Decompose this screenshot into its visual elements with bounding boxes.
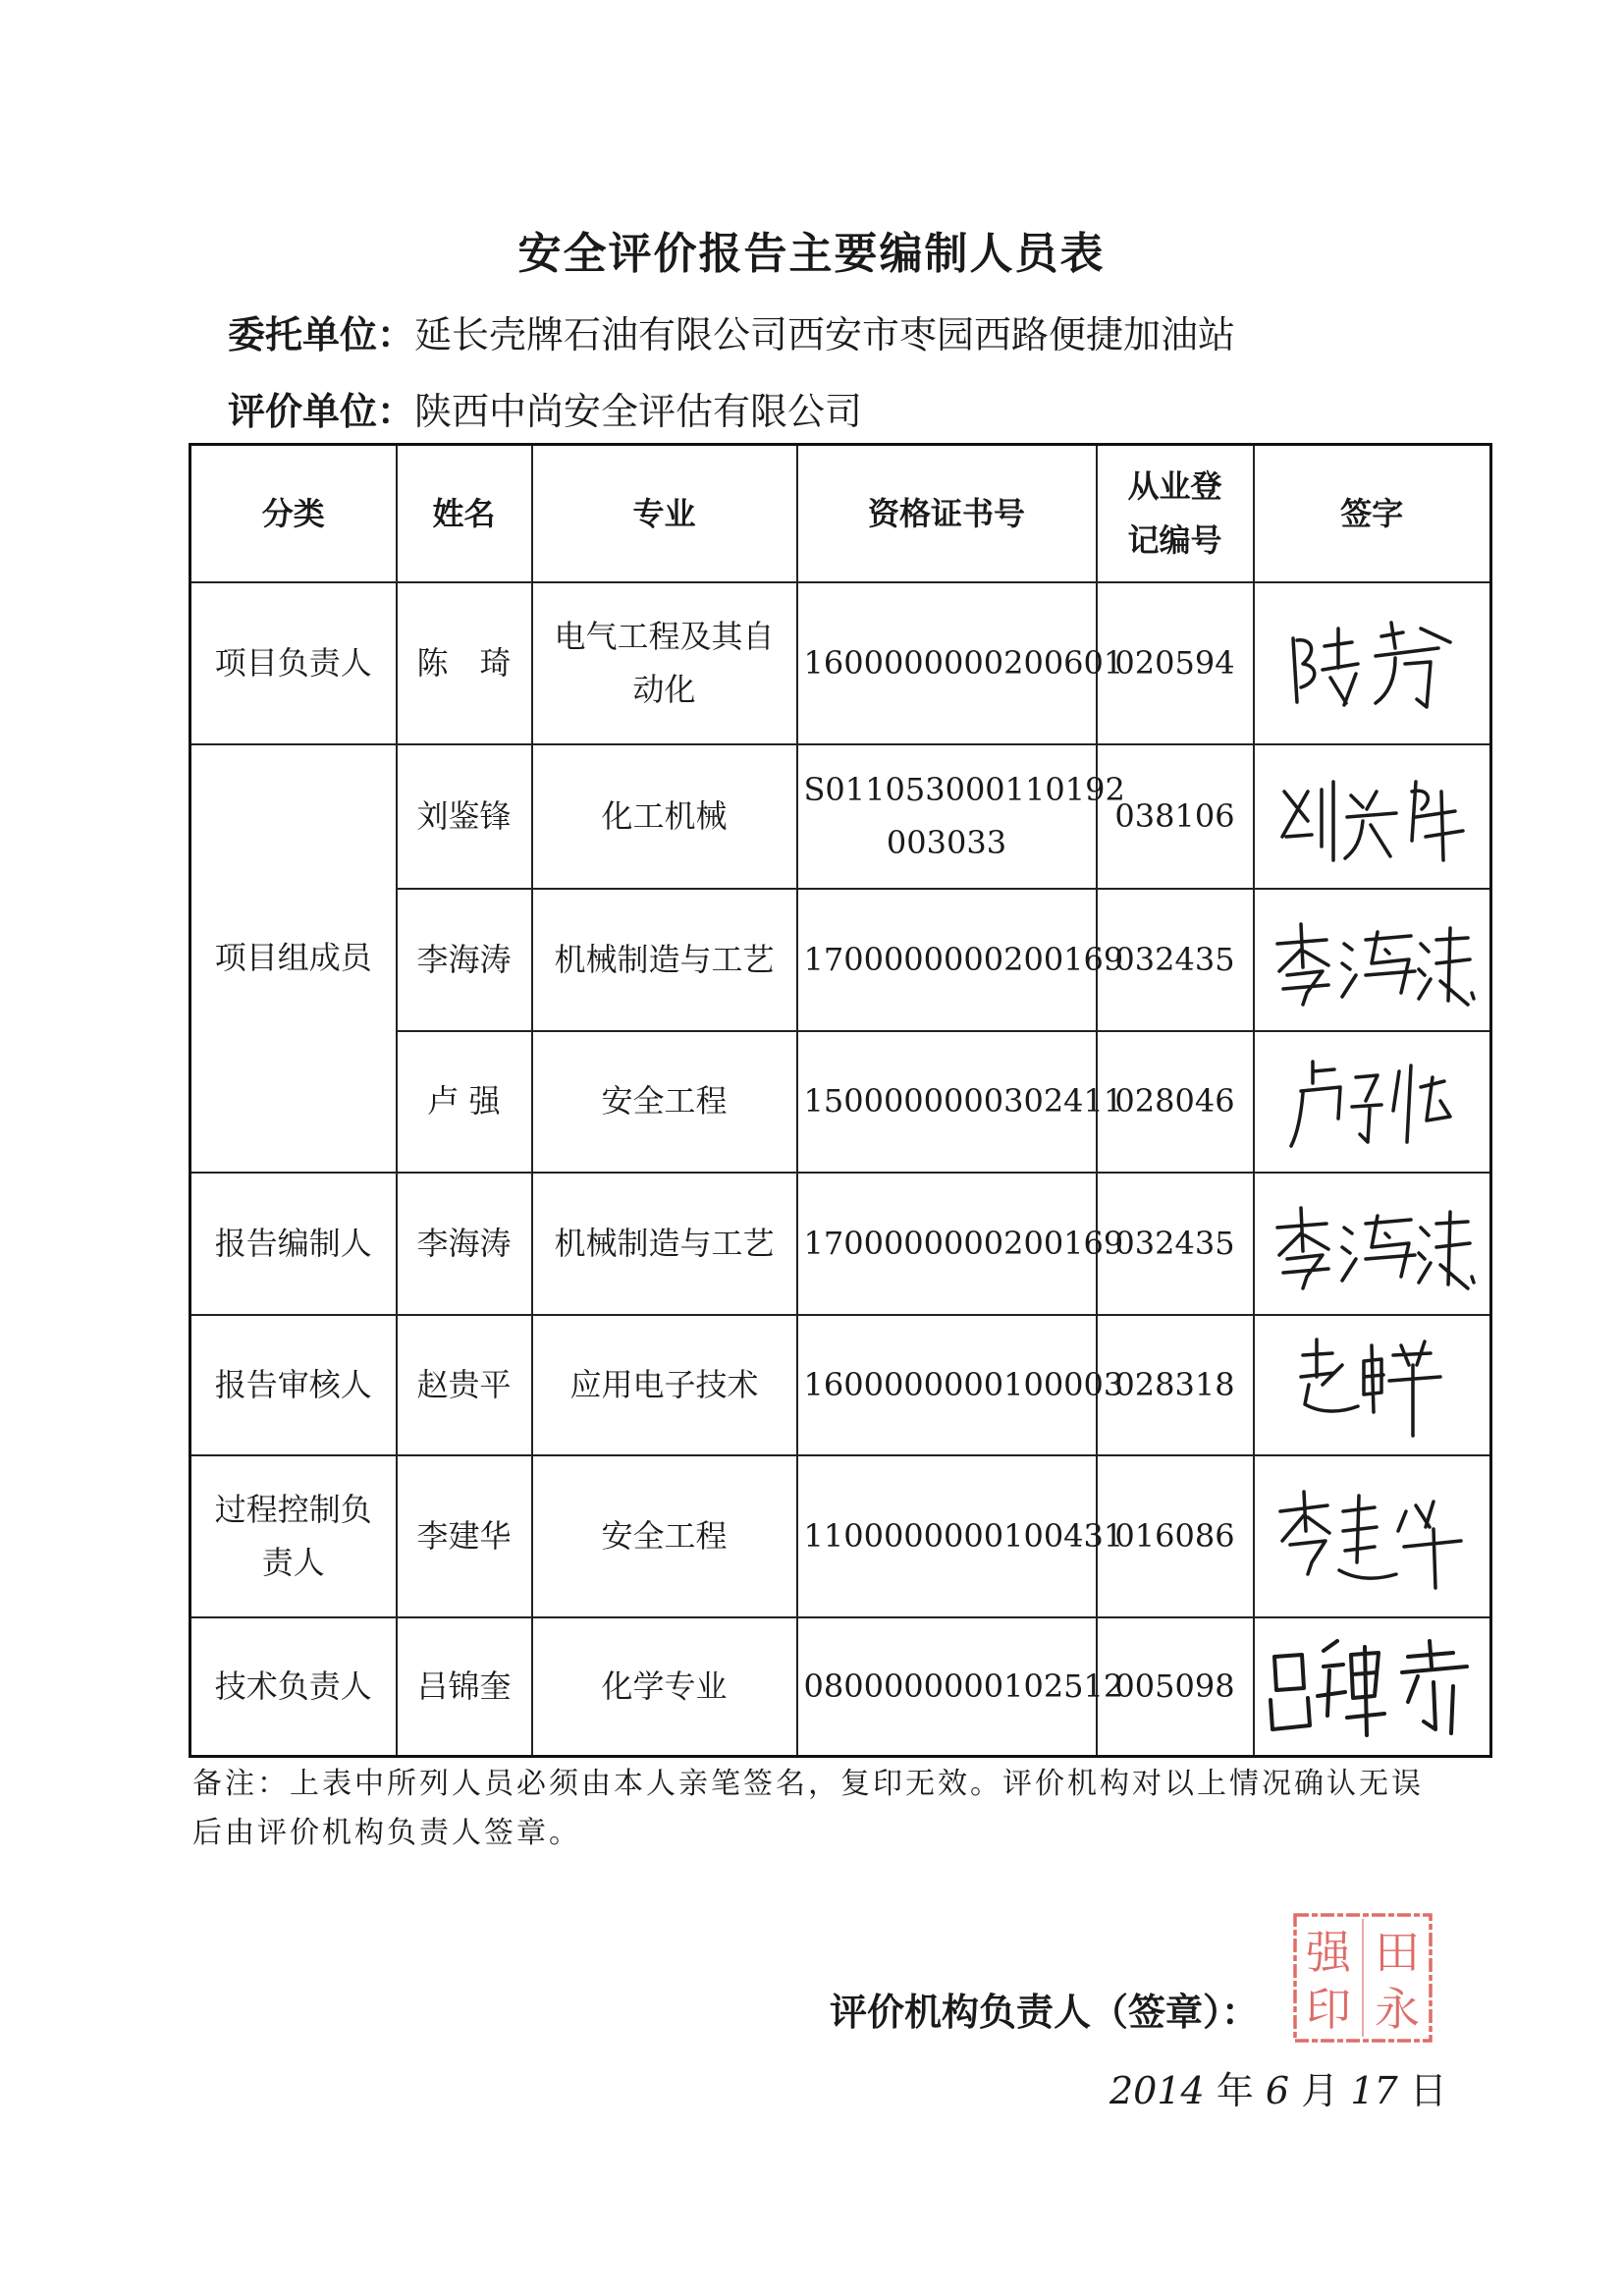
major-cell — [532, 582, 797, 744]
handwritten-signature — [1269, 1472, 1475, 1600]
signature-cell — [1254, 1173, 1491, 1315]
signature-cell — [1254, 1315, 1491, 1455]
name-cell: 吕锦奎 — [397, 1617, 532, 1757]
evaluator-head-signature-label: 评价机构负责人（签章）： — [830, 1991, 1260, 2034]
category-cell: 报告编制人 — [190, 1173, 397, 1315]
cert-cell: 1700000000200169 — [797, 1173, 1097, 1315]
name-cell: 李建华 — [397, 1455, 532, 1617]
reg-cell: 038106 — [1097, 744, 1254, 889]
major-cell: 安全工程 — [532, 1031, 797, 1173]
handwritten-signature — [1264, 1194, 1480, 1292]
cert-cell: 1700000000200169 — [797, 889, 1097, 1031]
reg-cell: 016086 — [1097, 1455, 1254, 1617]
name-cell: 卢 强 — [397, 1031, 532, 1173]
cert-cell: 0800000000102512 — [797, 1617, 1097, 1757]
date-day: 17 — [1350, 2069, 1398, 2112]
handwritten-signature — [1261, 1627, 1487, 1745]
stamp-char: 田 — [1375, 1926, 1420, 1979]
staff-table — [189, 443, 1492, 1758]
name-cell: 李海涛 — [397, 1173, 532, 1315]
table-row — [190, 1173, 1491, 1315]
major-cell: 化学专业 — [532, 1617, 797, 1757]
evaluator-value: 陕西中尚安全评估有限公司 — [414, 390, 863, 433]
header-major: 专业 — [532, 445, 797, 582]
handwritten-signature — [1264, 910, 1480, 1009]
page-title: 安全评价报告主要编制人员表 — [517, 229, 1106, 279]
major-line: 动化 — [632, 671, 696, 708]
date-line — [1109, 2060, 1447, 2114]
handwritten-signature — [1273, 609, 1470, 717]
cert-line: 003033 — [886, 824, 1007, 861]
header-reg-no — [1097, 445, 1254, 582]
category-cell: 项目负责人 — [190, 582, 397, 744]
stamp-char: 强 — [1306, 1926, 1351, 1979]
header-cert-no: 资格证书号 — [797, 445, 1097, 582]
handwritten-signature — [1269, 762, 1475, 870]
category-cell: 技术负责人 — [190, 1617, 397, 1757]
reg-cell: 020594 — [1097, 582, 1254, 744]
cert-cell — [797, 744, 1125, 889]
stamp-char: 永 — [1375, 1983, 1420, 2036]
note-line-1: 备注：上表中所列人员必须由本人亲笔签名，复印无效。评价机构对以上情况确认无误 — [192, 1767, 1424, 1801]
evaluator-line — [228, 381, 862, 435]
major-cell: 化工机械 — [532, 744, 797, 889]
date-year-unit: 年 — [1216, 2069, 1254, 2112]
reg-cell: 032435 — [1097, 889, 1254, 1031]
table-row — [190, 1315, 1491, 1455]
reg-cell: 028318 — [1097, 1315, 1254, 1455]
table-row — [190, 582, 1491, 744]
signature-cell — [1254, 744, 1491, 889]
reg-cell: 032435 — [1097, 1173, 1254, 1315]
seal-stamp — [1289, 1909, 1436, 2050]
note-line-2: 后由评价机构负责人签章。 — [192, 1815, 581, 1850]
signature-cell — [1254, 1617, 1491, 1757]
major-cell: 机械制造与工艺 — [532, 1173, 797, 1315]
date-month-unit: 月 — [1301, 2069, 1339, 2112]
name-cell: 刘鉴锋 — [397, 744, 532, 889]
signature-cell — [1254, 1455, 1491, 1617]
signature-cell — [1254, 582, 1491, 744]
table-row — [190, 1455, 1491, 1617]
date-day-unit: 日 — [1409, 2069, 1447, 2112]
seal-stamp-icon — [1289, 1909, 1436, 2047]
evaluator-label: 评价单位： — [228, 390, 415, 433]
major-cell: 应用电子技术 — [532, 1315, 797, 1455]
category-line: 过程控制负 — [214, 1490, 372, 1528]
name-cell: 赵贵平 — [397, 1315, 532, 1455]
category-cell: 项目组成员 — [190, 744, 397, 1173]
stamp-char: 印 — [1306, 1983, 1351, 2036]
table-row — [190, 744, 1491, 889]
client-line — [228, 304, 1235, 358]
category-cell: 报告审核人 — [190, 1315, 397, 1455]
reg-cell: 028046 — [1097, 1031, 1254, 1173]
name-cell: 陈 琦 — [397, 582, 532, 744]
client-label: 委托单位： — [228, 313, 415, 356]
table-row — [190, 1617, 1491, 1757]
date-year: 2014 — [1109, 2069, 1205, 2112]
reg-cell: 005098 — [1097, 1617, 1254, 1757]
cert-cell: 1500000000302411 — [797, 1031, 1097, 1173]
header-name: 姓名 — [397, 445, 532, 582]
table-header-row — [190, 445, 1491, 582]
major-cell: 机械制造与工艺 — [532, 889, 797, 1031]
cert-cell: 1100000000100431 — [797, 1455, 1097, 1617]
name-cell: 李海涛 — [397, 889, 532, 1031]
cert-line: S011053000110192 — [803, 770, 1125, 808]
client-value: 延长壳牌石油有限公司西安市枣园西路便捷加油站 — [414, 313, 1236, 356]
category-cell — [190, 1455, 397, 1617]
signature-cell — [1254, 1031, 1491, 1173]
cert-cell: 1600000000200601 — [797, 582, 1097, 744]
header-reg-no-line1: 从业登 — [1127, 467, 1222, 506]
signature-cell — [1254, 889, 1491, 1031]
major-cell: 安全工程 — [532, 1455, 797, 1617]
handwritten-signature — [1283, 1048, 1460, 1156]
major-line: 电气工程及其自 — [554, 617, 775, 655]
header-reg-no-line2: 记编号 — [1127, 520, 1222, 559]
header-signature: 签字 — [1254, 445, 1491, 582]
category-line: 责人 — [261, 1544, 325, 1581]
date-month: 6 — [1265, 2069, 1290, 2112]
handwritten-signature — [1283, 1326, 1460, 1444]
note-text — [192, 1760, 1459, 1857]
header-category: 分类 — [190, 445, 397, 582]
cert-cell: 1600000000100003 — [797, 1315, 1097, 1455]
